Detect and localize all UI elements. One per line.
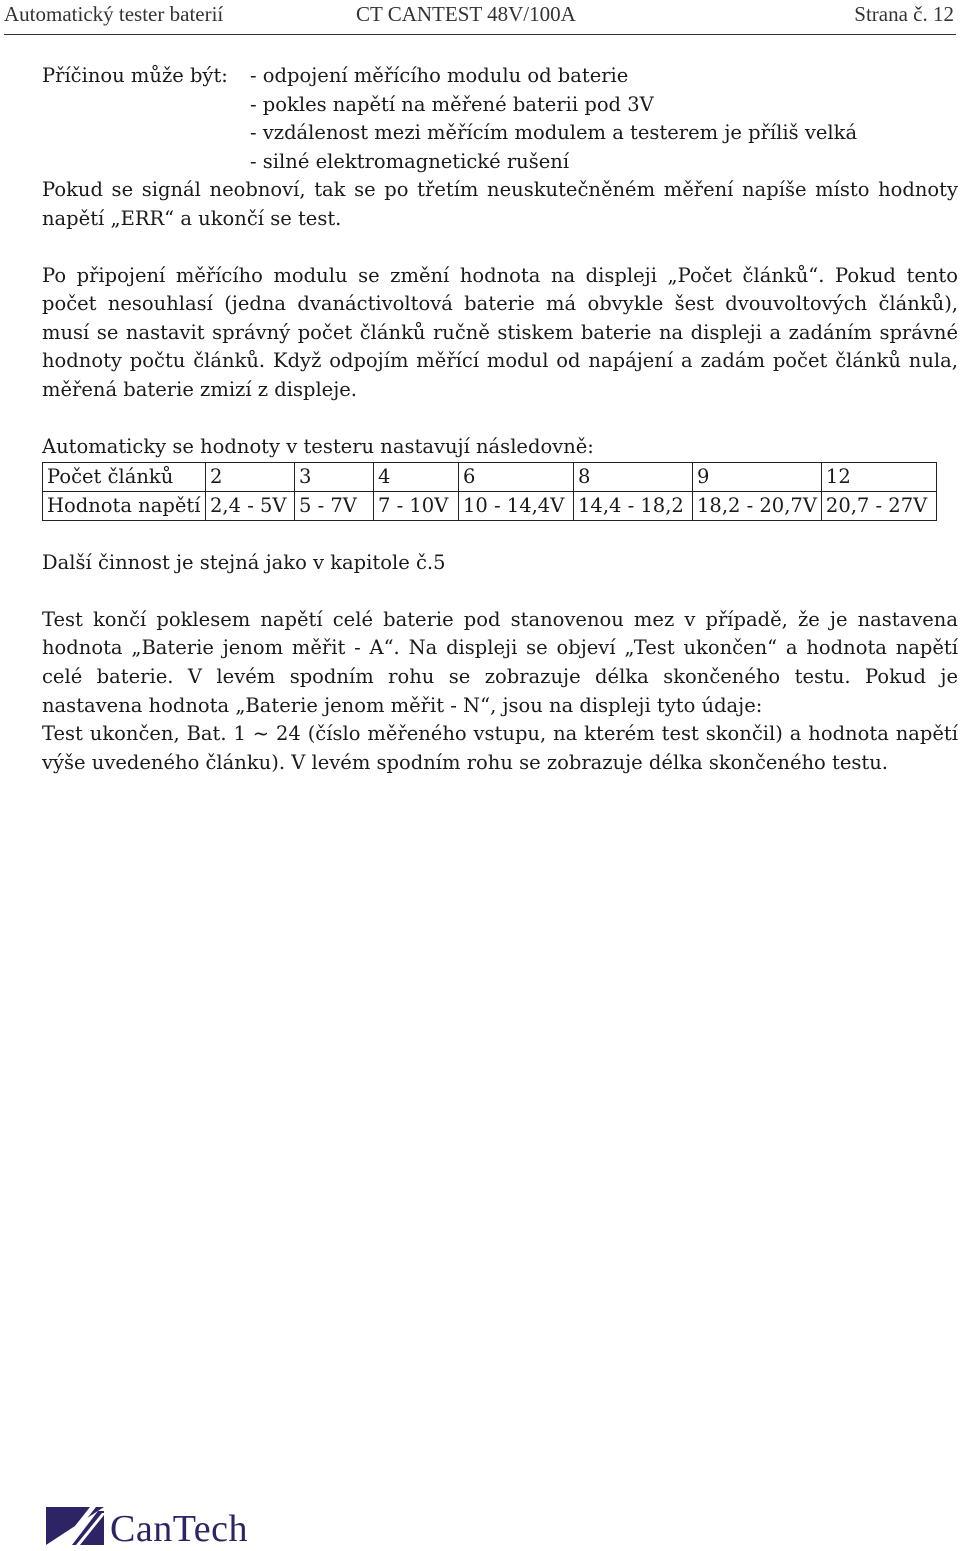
table-cell: 20,7 - 27V (821, 492, 936, 521)
document-body (42, 62, 958, 777)
test-end-paragraph: Test končí poklesem napětí celé baterie pod stanovenou mez v případě, že je nastavena hodnota „Baterie jenom měřit - A“. Na displeji se objeví „Test ukončen“ a hodnota napětí celé baterie. V levém spodním rohu se zobrazuje délka skončeného testu. Pokud je nastavena hodnota „Baterie jenom měřit - N“, jsou na displeji tyto údaje: (42, 607, 958, 717)
header-title: Automatický tester baterií (4, 2, 224, 26)
causes-label: Příčinou může být: (42, 64, 228, 87)
cause-item: - silné elektromagnetické rušení (250, 149, 570, 173)
table-cell: 12 (821, 463, 936, 492)
causes-block (42, 62, 958, 176)
cell-count-paragraph: Po připojení měřícího modulu se změní hodnota na displeji „Počet článků“. Pokud tento počet nesouhlasí (jedna dvanáctivoltová baterie má obvykle šest dvouvoltových článků), musí se nastavit správný počet článků ručně stiskem baterie na displeji a zadáním správné hodnoty počtu článků. Když odpojím měřící modul od napájení a zadám počet článků nula, měřená baterie zmizí z displeje. (42, 263, 958, 401)
table-cell: 6 (459, 463, 574, 492)
table-row (43, 463, 937, 492)
table-cell: 8 (574, 463, 693, 492)
cantech-logo-icon (46, 1507, 104, 1545)
table-cell: 3 (295, 463, 374, 492)
cantech-logo (46, 1503, 248, 1549)
table-cell: 2 (206, 463, 295, 492)
header-page-number: Strana č. 12 (854, 2, 954, 26)
page-header (4, 0, 956, 35)
table-row-header: Počet článků (43, 463, 206, 492)
signal-paragraph: Pokud se signál neobnoví, tak se po třetím neuskutečněném měření napíše místo hodnoty napětí „ERR“ a ukončí se test. (42, 178, 958, 230)
table-cell: 4 (374, 463, 459, 492)
logo-text: CanTech (110, 1508, 249, 1550)
header-product: CT CANTEST 48V/100A (356, 2, 576, 26)
table-row (43, 492, 937, 521)
table-cell: 7 - 10V (374, 492, 459, 521)
test-end-details: Test ukončen, Bat. 1 ~ 24 (číslo měřeného vstupu, na kterém test skončil) a hodnota napětí výše uvedeného článku). V levém spodním rohu se zobrazuje délka skončeného testu. (42, 722, 958, 774)
cause-item: - vzdálenost mezi měřícím modulem a testerem je příliš velká (250, 121, 858, 145)
voltage-table (42, 462, 937, 521)
table-cell: 14,4 - 18,2 (574, 492, 693, 521)
table-cell: 10 - 14,4V (459, 492, 574, 521)
table-cell: 5 - 7V (295, 492, 374, 521)
table-cell: 9 (693, 463, 822, 492)
auto-settings-intro: Automaticky se hodnoty v testeru nastavují následovně: (42, 434, 594, 458)
cause-item: - odpojení měřícího modulu od baterie (250, 64, 629, 87)
table-cell: 18,2 - 20,7V (693, 492, 822, 521)
table-cell: 2,4 - 5V (206, 492, 295, 521)
next-step-paragraph: Další činnost je stejná jako v kapitole č.5 (42, 551, 446, 575)
causes-list (250, 62, 857, 176)
cause-item: - pokles napětí na měřené baterii pod 3V (250, 92, 654, 116)
table-row-header: Hodnota napětí (43, 492, 206, 521)
